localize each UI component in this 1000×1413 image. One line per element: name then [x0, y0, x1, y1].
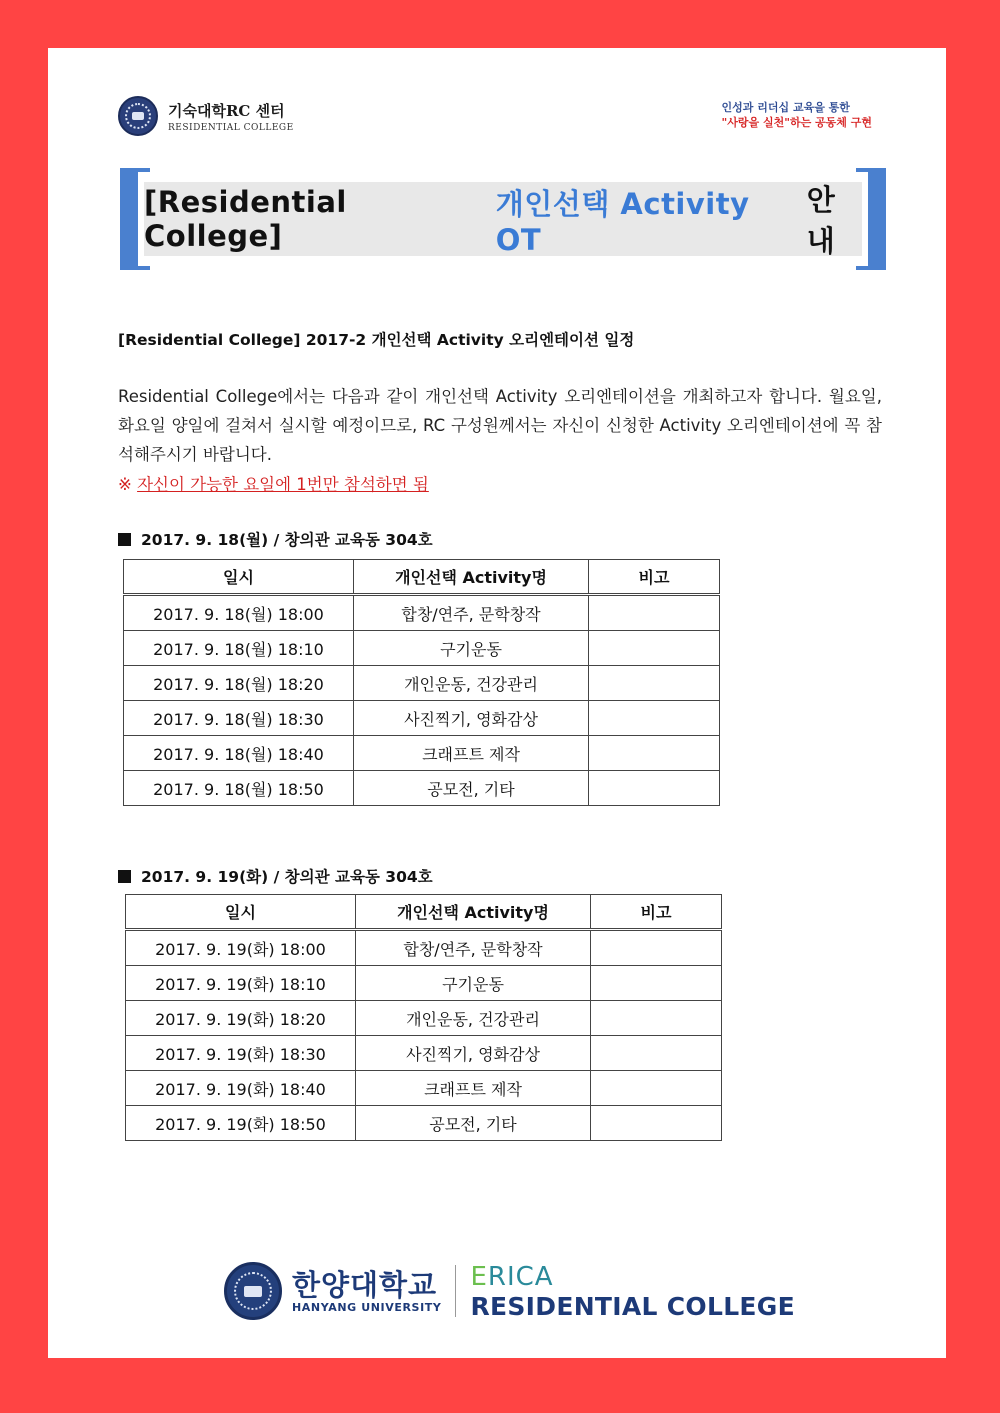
erica-logo-e: E	[470, 1261, 488, 1292]
table-row	[124, 595, 720, 631]
cell-remarks	[589, 771, 720, 806]
cell-activity: 공모전, 기타	[356, 1106, 591, 1141]
intro-paragraph: Residential College에서는 다음과 같이 개인선택 Activity 오리엔테이션을 개최하고자 합니다. 월요일, 화요일 양일에 걸쳐서 실시할 예정이므로, RC 구성원께서는 자신이 신청한 Activity 오리엔테이션에 꼭 참석해주시기 바랍니다.	[118, 387, 882, 464]
erica-logo	[470, 1261, 795, 1292]
note-text: 자신이 가능한 요일에 1번만 참석하면 됨	[137, 475, 429, 494]
cell-remarks	[591, 966, 722, 1001]
cell-remarks	[591, 1106, 722, 1141]
schedule-subtitle: [Residential College] 2017-2 개인선택 Activity 오리엔테이션 일정	[118, 331, 635, 349]
table-header-row	[126, 895, 722, 930]
cell-datetime: 2017. 9. 19(화) 18:20	[126, 1001, 356, 1036]
banner-left-bar	[120, 168, 138, 270]
cell-activity: 크래프트 제작	[354, 736, 589, 771]
university-name-en: HANYANG UNIVERSITY	[292, 1300, 442, 1314]
cell-activity: 구기운동	[356, 966, 591, 1001]
table-row	[124, 666, 720, 701]
table-row	[126, 930, 722, 966]
square-bullet-icon	[118, 533, 131, 546]
table-row	[126, 1071, 722, 1106]
cell-datetime: 2017. 9. 19(화) 18:00	[126, 930, 356, 966]
table-row	[126, 1106, 722, 1141]
cell-activity: 합창/연주, 문학창작	[356, 930, 591, 966]
residential-college-name: RESIDENTIAL COLLEGE	[470, 1291, 795, 1321]
cell-activity: 개인운동, 건강관리	[354, 666, 589, 701]
banner-cap	[856, 168, 886, 172]
cell-remarks	[589, 736, 720, 771]
header-logo	[118, 96, 294, 136]
footer-divider	[455, 1265, 456, 1317]
table-row	[124, 771, 720, 806]
center-subtitle: RESIDENTIAL COLLEGE	[168, 122, 294, 133]
slogan-line-2: "사랑을 실천"하는 공동체 구현	[721, 116, 872, 129]
header-slogan	[722, 100, 872, 130]
title-highlight: 개인선택 Activity OT	[495, 186, 750, 257]
banner-cap	[120, 168, 150, 172]
cell-remarks	[591, 1036, 722, 1071]
table-row	[126, 1001, 722, 1036]
center-name: 기숙대학RC 센터	[168, 101, 285, 120]
table-row	[126, 966, 722, 1001]
table-row	[126, 1036, 722, 1071]
column-header-date: 일시	[124, 560, 354, 595]
column-header-remarks: 비고	[591, 895, 722, 930]
cell-remarks	[591, 1001, 722, 1036]
cell-datetime: 2017. 9. 19(화) 18:40	[126, 1071, 356, 1106]
note-mark: ※	[118, 475, 132, 494]
cell-datetime: 2017. 9. 18(월) 18:30	[124, 701, 354, 736]
cell-datetime: 2017. 9. 19(화) 18:10	[126, 966, 356, 1001]
schedule-table-monday	[123, 559, 720, 806]
banner-cap	[856, 266, 886, 270]
banner-cap	[120, 266, 150, 270]
section-heading-text: 2017. 9. 19(화) / 창의관 교육동 304호	[141, 868, 433, 886]
cell-datetime: 2017. 9. 18(월) 18:00	[124, 595, 354, 631]
cell-activity: 공모전, 기타	[354, 771, 589, 806]
column-header-activity: 개인선택 Activity명	[354, 560, 589, 595]
table-row	[124, 701, 720, 736]
erica-logo-rest: RICA	[487, 1261, 554, 1292]
cell-datetime: 2017. 9. 18(월) 18:20	[124, 666, 354, 701]
cell-activity: 크래프트 제작	[356, 1071, 591, 1106]
title-banner	[120, 168, 886, 270]
square-bullet-icon	[118, 870, 131, 883]
university-name-kr: 한양대학교	[292, 1267, 438, 1302]
university-seal-icon	[118, 96, 158, 136]
cell-activity: 합창/연주, 문학창작	[354, 595, 589, 631]
hanyang-seal-icon	[224, 1262, 282, 1320]
cell-activity: 사진찍기, 영화감상	[354, 701, 589, 736]
slogan-line-1: 인성과 리더십 교육을 통한	[721, 101, 850, 114]
cell-activity: 구기운동	[354, 631, 589, 666]
cell-datetime: 2017. 9. 18(월) 18:10	[124, 631, 354, 666]
title-prefix: [Residential College]	[144, 185, 347, 253]
cell-activity: 개인운동, 건강관리	[356, 1001, 591, 1036]
cell-datetime: 2017. 9. 18(월) 18:50	[124, 771, 354, 806]
page-title	[144, 182, 862, 256]
title-suffix: 안내	[806, 183, 836, 258]
footer-logos	[224, 1262, 795, 1320]
cell-activity: 사진찍기, 영화감상	[356, 1036, 591, 1071]
cell-remarks	[589, 666, 720, 701]
attendance-note	[118, 471, 429, 495]
section-heading-text: 2017. 9. 18(월) / 창의관 교육동 304호	[141, 531, 433, 549]
schedule-table-tuesday	[125, 894, 722, 1141]
cell-remarks	[589, 701, 720, 736]
column-header-date: 일시	[126, 895, 356, 930]
cell-remarks	[591, 930, 722, 966]
table-row	[124, 736, 720, 771]
column-header-activity: 개인선택 Activity명	[356, 895, 591, 930]
cell-remarks	[591, 1071, 722, 1106]
cell-datetime: 2017. 9. 19(화) 18:30	[126, 1036, 356, 1071]
cell-datetime: 2017. 9. 18(월) 18:40	[124, 736, 354, 771]
cell-remarks	[589, 631, 720, 666]
column-header-remarks: 비고	[589, 560, 720, 595]
section-heading-tuesday	[118, 865, 433, 887]
document-page	[48, 48, 946, 1358]
cell-remarks	[589, 595, 720, 631]
banner-right-bar	[868, 168, 886, 270]
cell-datetime: 2017. 9. 19(화) 18:50	[126, 1106, 356, 1141]
table-row	[124, 631, 720, 666]
section-heading-monday	[118, 528, 433, 550]
table-header-row	[124, 560, 720, 595]
